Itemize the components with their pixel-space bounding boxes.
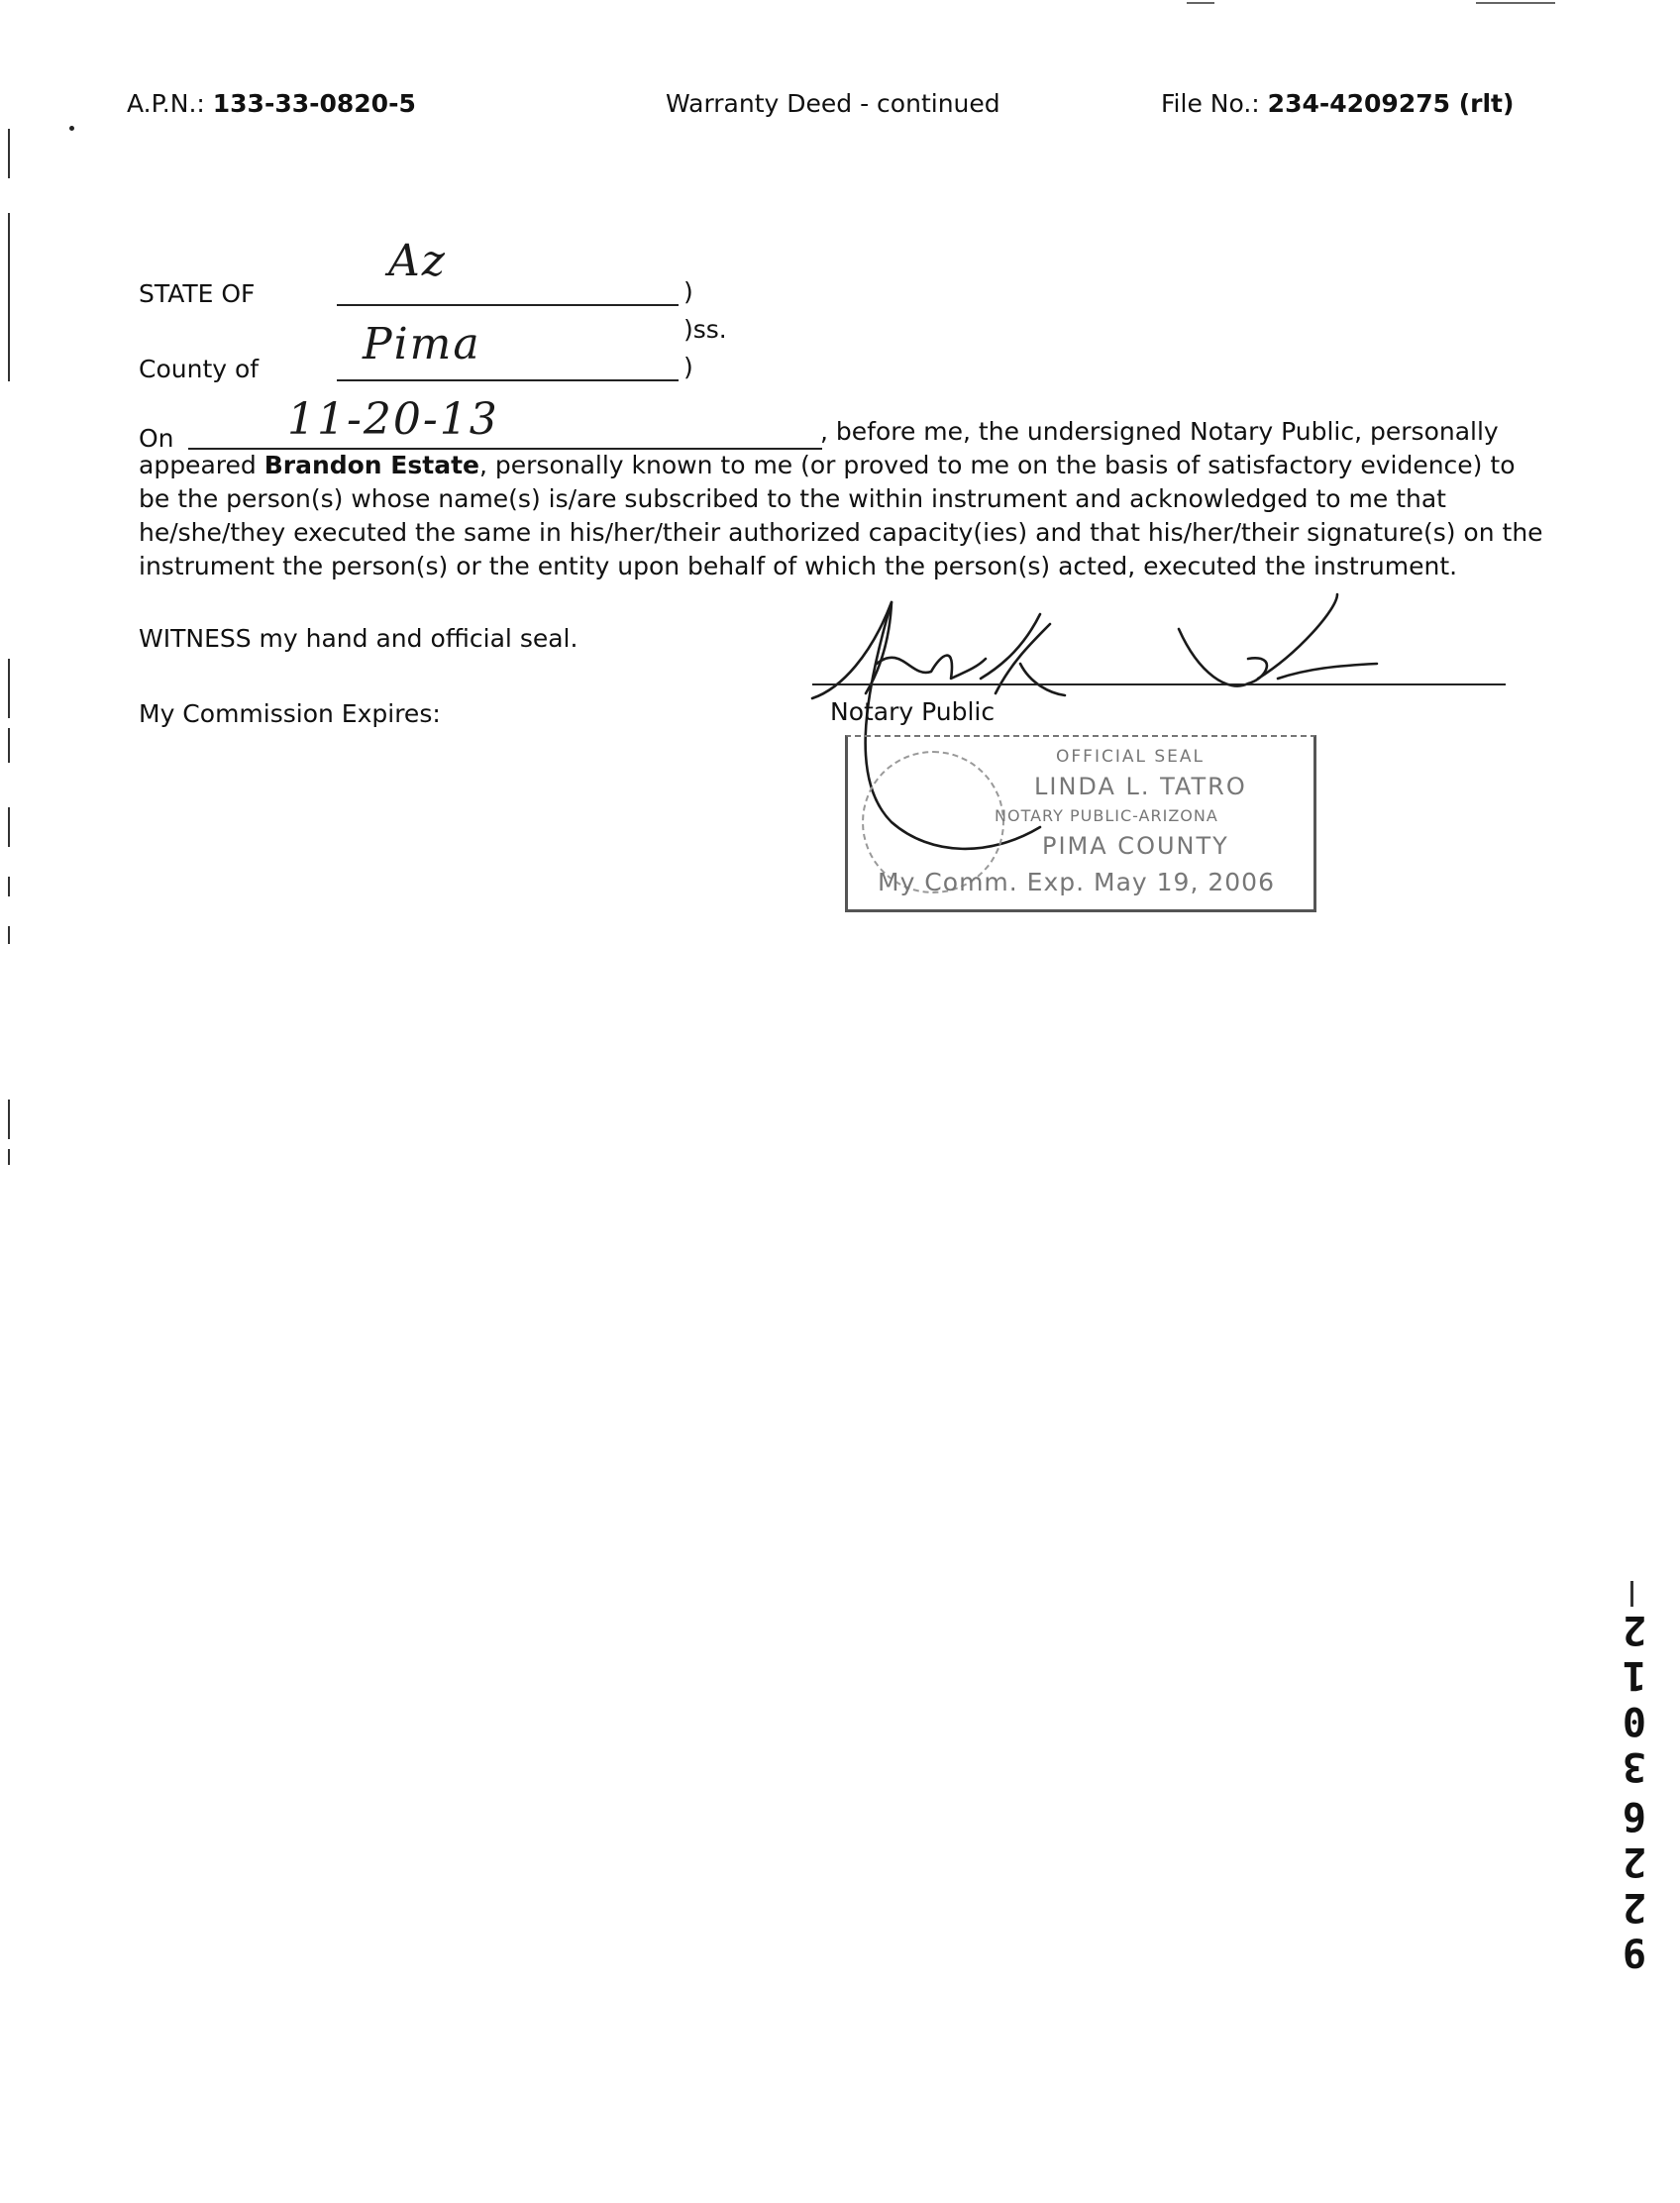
acknowledgment-line-1: , before me, the undersigned Notary Public, personally [820,417,1499,446]
on-label: On [139,424,174,453]
county-underline [337,379,679,381]
state-underline [337,304,679,306]
recording-number-tick [1630,1581,1633,1607]
apn-label: A.P.N.: [127,89,205,118]
acknowledgment-line-3: be the person(s) whose name(s) is/are subscribed to the within instrument and acknowledged to me that [139,484,1446,513]
recording-digit: 9 [1622,1930,1647,1975]
state-handwritten-value: Az [388,236,447,286]
state-label: STATE OF [139,279,256,308]
stamp-line-2: LINDA L. TATRO [1034,773,1247,800]
document-title: Warranty Deed - continued [666,89,1000,118]
scan-edge-mark [8,926,10,944]
apn-line [127,89,416,118]
file-value: 234-4209275 (rlt) [1267,89,1515,118]
file-number-line [1161,89,1514,118]
stamp-line-1: OFFICIAL SEAL [1056,747,1205,767]
acknowledgment-line-5: instrument the person(s) or the entity upon behalf of which the person(s) acted, executed the instrument. [139,552,1458,580]
apn-value: 133-33-0820-5 [212,89,416,118]
notary-seal-stamp [845,735,1316,912]
scan-top-rule [1476,2,1555,4]
state-paren: ) [683,277,693,306]
recording-number-group-1 [1615,1607,1654,1789]
county-label: County of [139,355,260,383]
file-label: File No.: [1161,89,1260,118]
scan-edge-mark [8,1149,10,1165]
recording-digit: 2 [1622,1884,1647,1930]
ss-label: )ss. [683,315,727,344]
scan-edge-mark [8,728,10,763]
person-name: Brandon Estate [263,451,479,479]
acknowledgment-line-2 [139,449,1515,482]
recording-digit: 3 [1622,1743,1647,1789]
notary-signature-line [812,683,1506,685]
commission-expires-label: My Commission Expires: [139,699,441,728]
scan-top-rule [1187,2,1214,4]
scan-edge-mark [8,213,10,381]
stamp-line-5: My Comm. Exp. May 19, 2006 [878,868,1275,896]
scan-edge-mark [8,659,10,718]
recording-digit: 2 [1622,1838,1647,1884]
scan-edge-mark [8,129,10,178]
line-2-rest: , personally known to me (or proved to me on the basis of satisfactory evidence) to [479,451,1516,479]
recording-digit: 1 [1622,1652,1647,1698]
acknowledgment-date-handwritten: 11-20-13 [287,394,499,445]
stamp-line-4: PIMA COUNTY [1042,832,1229,860]
recording-digit: 6 [1622,1793,1647,1838]
notary-public-label: Notary Public [830,697,996,726]
scan-edge-mark [8,877,10,896]
recording-digit: 2 [1622,1607,1647,1652]
stamp-line-3: NOTARY PUBLIC-ARIZONA [995,806,1218,825]
scan-edge-mark [8,1100,10,1139]
county-paren: ) [683,353,693,381]
recording-digit: 0 [1622,1698,1647,1743]
recording-number-group-2 [1615,1793,1654,1975]
acknowledgment-line-4: he/she/they executed the same in his/her/their authorized capacity(ies) and that his/her/their signature(s) on the [139,518,1543,547]
witness-line: WITNESS my hand and official seal. [139,624,578,653]
scan-edge-mark [8,807,10,847]
scan-speck [69,126,74,131]
county-handwritten-value: Pima [363,319,481,369]
appeared-text: appeared [139,451,264,479]
